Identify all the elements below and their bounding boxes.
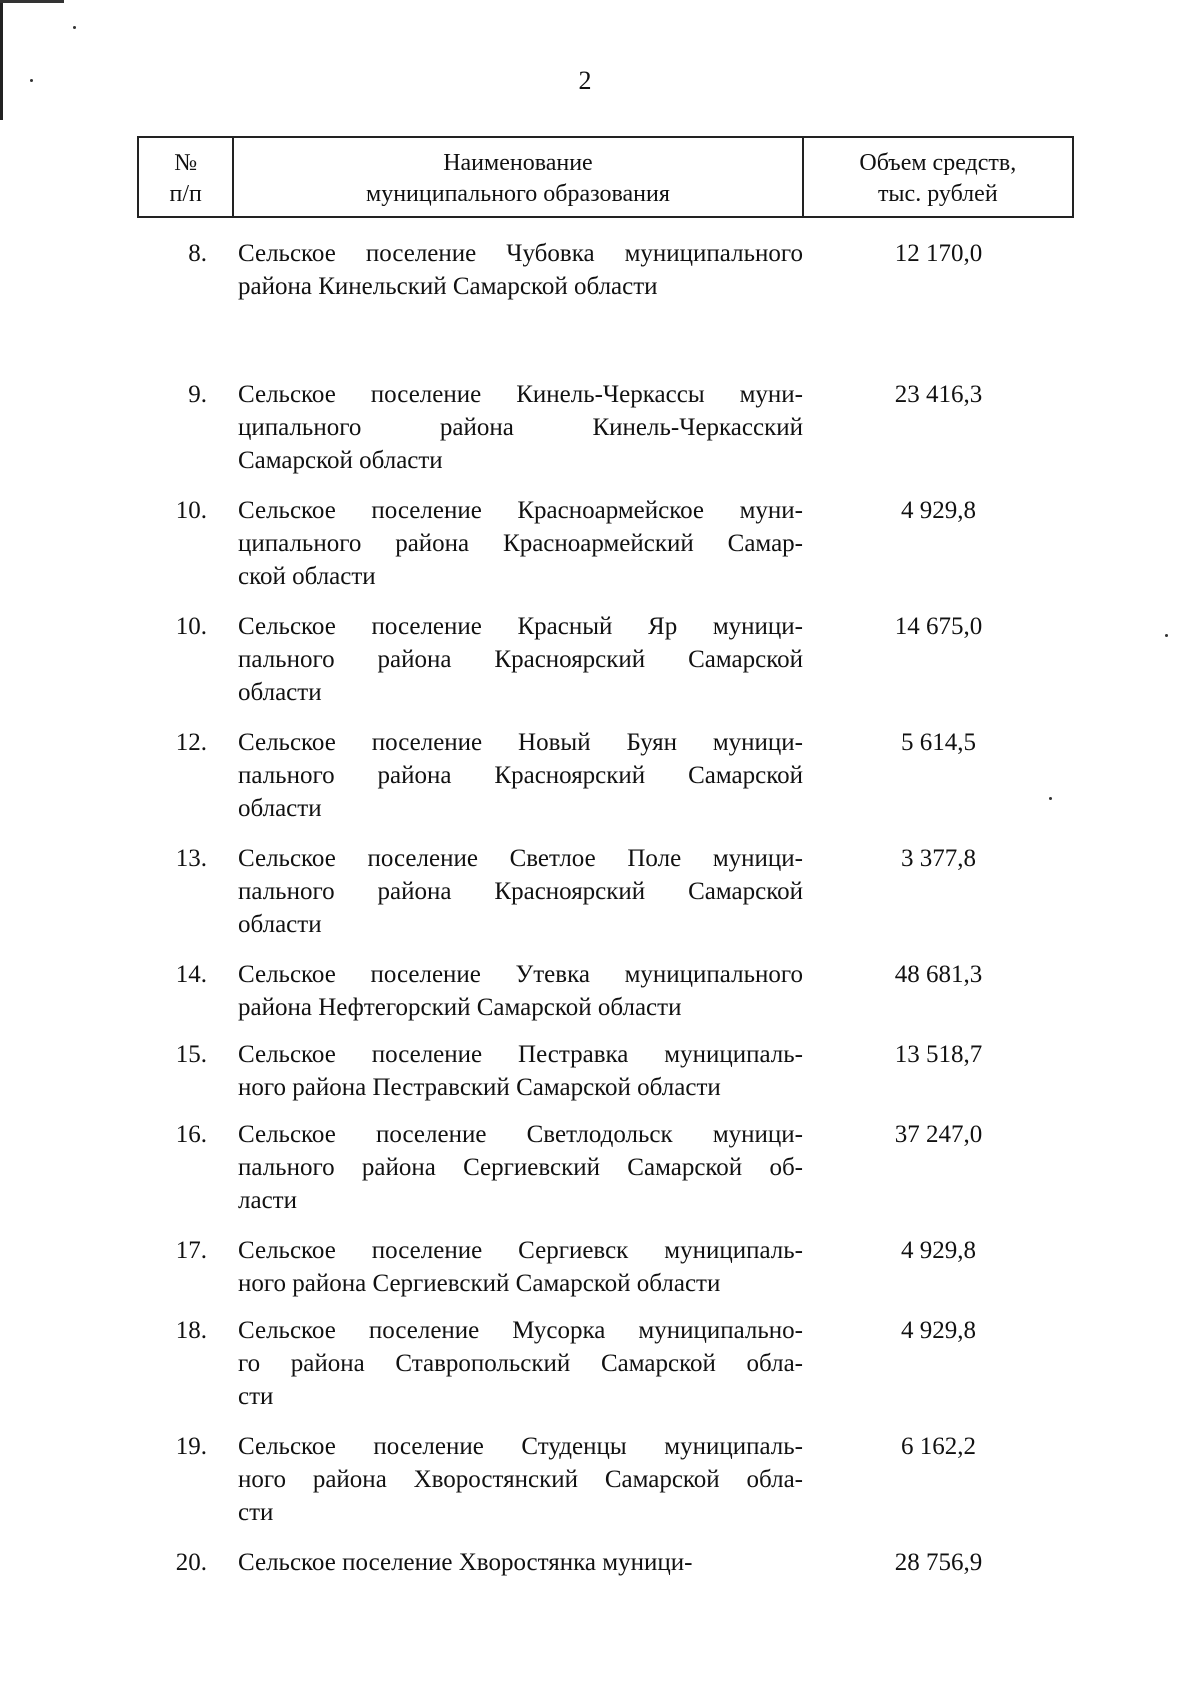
name-line: ципального района Кинель-Черкасский bbox=[238, 414, 803, 441]
name-line: Сельское поселение Хворостянка муници- bbox=[238, 1549, 693, 1576]
name-line: Сельское поселение Новый Буян муници- bbox=[238, 729, 803, 756]
row-number: 10. bbox=[175, 613, 207, 640]
row-municipality-name bbox=[238, 1118, 803, 1217]
name-line: ного района Хворостянский Самарской обла- bbox=[238, 1466, 803, 1493]
name-line: Самарской области bbox=[238, 447, 443, 474]
name-line: ного района Сергиевский Самарской области bbox=[238, 1270, 721, 1297]
scan-edge-mark bbox=[0, 0, 3, 120]
table-row bbox=[137, 958, 1074, 1024]
scan-speck bbox=[73, 26, 76, 29]
header-col-value: Объем средств, тыс. рублей bbox=[803, 137, 1073, 217]
row-municipality-name bbox=[238, 610, 803, 709]
table-row bbox=[137, 378, 1074, 477]
row-value: 4 929,8 bbox=[901, 1237, 976, 1264]
name-line: сти bbox=[238, 1499, 274, 1526]
name-line: Сельское поселение Мусорка муниципально- bbox=[238, 1317, 803, 1344]
name-line: Сельское поселение Утевка муниципального bbox=[238, 961, 803, 988]
row-value: 28 756,9 bbox=[894, 1549, 983, 1576]
row-municipality-name bbox=[238, 1314, 803, 1413]
row-number: 10. bbox=[175, 497, 207, 524]
name-line: области bbox=[238, 795, 322, 822]
row-value: 12 170,0 bbox=[894, 240, 983, 267]
name-line: пального района Красноярский Самарской bbox=[238, 646, 803, 673]
name-line: ного района Пестравский Самарской области bbox=[238, 1074, 721, 1101]
row-number: 8. bbox=[188, 240, 207, 267]
table-row bbox=[137, 1546, 1074, 1579]
table-header bbox=[137, 136, 1074, 218]
row-municipality-name bbox=[238, 378, 803, 477]
row-value: 14 675,0 bbox=[894, 613, 983, 640]
name-line: ской области bbox=[238, 563, 376, 590]
table-row bbox=[137, 1234, 1074, 1300]
row-number: 14. bbox=[175, 961, 207, 988]
row-value: 13 518,7 bbox=[894, 1041, 983, 1068]
name-line: ласти bbox=[238, 1187, 297, 1214]
table-row bbox=[137, 1038, 1074, 1104]
name-line: сти bbox=[238, 1383, 274, 1410]
row-number: 19. bbox=[175, 1433, 207, 1460]
header-col-name: Наименование муниципального образования bbox=[233, 137, 802, 217]
row-municipality-name bbox=[238, 1038, 803, 1104]
name-line: Сельское поселение Пестравка муниципаль- bbox=[238, 1041, 803, 1068]
scan-speck bbox=[1165, 634, 1168, 637]
name-line: района Кинельский Самарской области bbox=[238, 273, 658, 300]
row-number: 17. bbox=[175, 1237, 207, 1264]
row-municipality-name bbox=[238, 1430, 803, 1529]
table-row bbox=[137, 726, 1074, 825]
name-line: ципального района Красноармейский Самар- bbox=[238, 530, 803, 557]
name-line: го района Ставропольский Самарской обла- bbox=[238, 1350, 803, 1377]
name-line: Сельское поселение Студенцы муниципаль- bbox=[238, 1433, 803, 1460]
name-line: пального района Красноярский Самарской bbox=[238, 762, 803, 789]
table-row bbox=[137, 842, 1074, 941]
row-number: 13. bbox=[175, 845, 207, 872]
scan-edge-tick bbox=[0, 0, 64, 3]
table-body bbox=[137, 237, 1074, 1579]
name-line: Сельское поселение Красный Яр муници- bbox=[238, 613, 803, 640]
row-number: 15. bbox=[175, 1041, 207, 1068]
name-line: Сельское поселение Чубовка муниципального bbox=[238, 240, 803, 267]
name-line: Сельское поселение Светлодольск муници- bbox=[238, 1121, 803, 1148]
table-row bbox=[137, 1118, 1074, 1217]
row-value: 37 247,0 bbox=[894, 1121, 983, 1148]
table-row bbox=[137, 1430, 1074, 1529]
table-row bbox=[137, 1314, 1074, 1413]
row-number: 20. bbox=[175, 1549, 207, 1576]
row-value: 23 416,3 bbox=[894, 381, 983, 408]
name-line: области bbox=[238, 679, 322, 706]
row-value: 6 162,2 bbox=[901, 1433, 976, 1460]
row-value: 5 614,5 bbox=[901, 729, 976, 756]
page-number: 2 bbox=[578, 66, 592, 95]
row-municipality-name bbox=[238, 494, 803, 593]
name-line: области bbox=[238, 911, 322, 938]
row-municipality-name bbox=[238, 237, 803, 303]
row-municipality-name bbox=[238, 726, 803, 825]
name-line: Сельское поселение Красноармейское муни- bbox=[238, 497, 803, 524]
row-value: 3 377,8 bbox=[901, 845, 976, 872]
row-value: 4 929,8 bbox=[901, 1317, 976, 1344]
row-number: 18. bbox=[175, 1317, 207, 1344]
name-line: Сельское поселение Сергиевск муниципаль- bbox=[238, 1237, 803, 1264]
row-number: 9. bbox=[188, 381, 207, 408]
name-line: пального района Сергиевский Самарской об- bbox=[238, 1154, 803, 1181]
name-line: Сельское поселение Светлое Поле муници- bbox=[238, 845, 803, 872]
row-municipality-name bbox=[238, 1234, 803, 1300]
header-col-num: № п/п bbox=[138, 137, 233, 217]
name-line: пального района Красноярский Самарской bbox=[238, 878, 803, 905]
row-value: 4 929,8 bbox=[901, 497, 976, 524]
row-value: 48 681,3 bbox=[894, 961, 983, 988]
name-line: района Нефтегорский Самарской области bbox=[238, 994, 682, 1021]
table-row bbox=[137, 494, 1074, 593]
row-number: 16. bbox=[175, 1121, 207, 1148]
row-municipality-name bbox=[238, 1546, 803, 1579]
row-municipality-name bbox=[238, 842, 803, 941]
row-municipality-name bbox=[238, 958, 803, 1024]
name-line: Сельское поселение Кинель-Черкассы муни- bbox=[238, 381, 803, 408]
table-row bbox=[137, 610, 1074, 709]
row-number: 12. bbox=[175, 729, 207, 756]
table-row bbox=[137, 237, 1074, 303]
